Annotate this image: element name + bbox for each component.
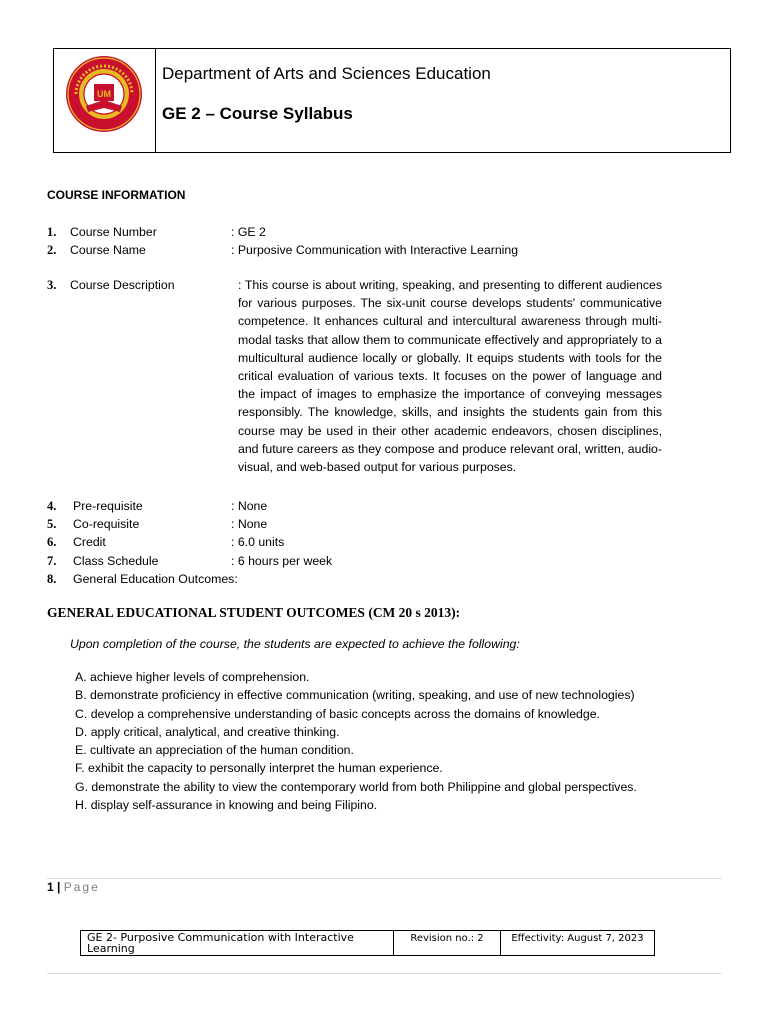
footer-effectivity-cell: Effectivity: August 7, 2023	[511, 933, 644, 944]
header-divider	[155, 49, 156, 152]
page-number-value: 1	[47, 880, 54, 894]
corequisite-number	[47, 515, 56, 533]
college-seal-logo	[64, 54, 144, 134]
course-number-label: Course Number	[70, 225, 157, 239]
footer-table	[80, 930, 655, 956]
outcome-item: D. apply critical, analytical, and creative thinking.	[75, 724, 340, 739]
ges-outcomes-title: GENERAL EDUCATIONAL STUDENT OUTCOMES (CM 20 s 2013):	[47, 605, 461, 620]
course-name-row	[47, 241, 56, 259]
ges-outcomes-intro: Upon completion of the course, the students are expected to achieve the following:	[70, 637, 520, 651]
footer-revision-cell: Revision no.: 2	[394, 931, 501, 955]
item-number: 7.	[47, 554, 57, 568]
prerequisite-label: Pre-requisite	[73, 499, 143, 513]
ge-outcomes-number	[47, 570, 56, 588]
outcome-item: B. demonstrate proficiency in effective communication (writing, speaking, and use of new technologies)	[75, 688, 635, 703]
credit-number	[47, 533, 56, 551]
item-number: 8.	[47, 572, 57, 586]
syllabus-title: GE 2 – Course Syllabus	[162, 104, 353, 123]
outcome-item: C. develop a comprehensive understanding of basic concepts across the domains of knowledge.	[75, 706, 600, 721]
header-box	[53, 48, 731, 153]
course-description-text: : This course is about writing, speaking, and presenting to different audiences for various purposes. The six-unit course develops students' communicative competence. It enhances cultural and intercultural awareness through multi-modal tasks that allow them to communicate effectively and appropriately to a multicultural audience locally or globally. It equips students with tools for the critical evaluation of various texts. It focuses on the power of language and the impact of images to emphasize the importance of conveying messages responsibly. The knowledge, skills, and insights the students gain from this course may be used in their other academic endeavors, chosen disciplines, and future careers as they compose and produce relevant oral, written, audio-visual, and web-based output for various purposes.	[238, 278, 662, 475]
footer-rule-top	[47, 878, 722, 879]
outcome-item: A. achieve higher levels of comprehension.	[75, 670, 310, 684]
svg-text:UM: UM	[97, 89, 111, 99]
item-number: 1.	[47, 225, 57, 239]
footer-rule-bottom	[47, 973, 722, 974]
class-schedule-label: Class Schedule	[73, 554, 159, 568]
item-number: 5.	[47, 517, 57, 531]
course-description-row	[47, 276, 56, 294]
course-name-value: : Purposive Communication with Interactive Learning	[231, 243, 519, 257]
course-information-heading: COURSE INFORMATION	[47, 188, 186, 202]
course-description-label: Course Description	[70, 278, 175, 292]
course-number-row	[47, 223, 56, 241]
item-number: 2.	[47, 243, 57, 257]
page-number	[47, 880, 100, 894]
outcome-item: G. demonstrate the ability to view the contemporary world from both Philippine and global perspectives.	[75, 779, 637, 794]
credit-value: : 6.0 units	[231, 535, 285, 549]
footer-course-cell: GE 2- Purposive Communication with Interactive Learning	[81, 931, 394, 955]
outcome-item: H. display self-assurance in knowing and being Filipino.	[75, 798, 378, 813]
item-number: 3.	[47, 278, 57, 292]
prerequisite-value: : None	[231, 499, 268, 513]
prerequisite-number	[47, 497, 56, 515]
course-number-value: : GE 2	[231, 225, 266, 239]
corequisite-value: : None	[231, 517, 268, 531]
page-word: Page	[63, 880, 100, 894]
course-name-label: Course Name	[70, 243, 146, 257]
department-title: Department of Arts and Sciences Education	[162, 64, 491, 83]
outcome-item: E. cultivate an appreciation of the human condition.	[75, 743, 354, 758]
credit-label: Credit	[73, 535, 106, 549]
outcomes-list	[75, 668, 637, 814]
item-number: 4.	[47, 499, 57, 513]
class-schedule-value: : 6 hours per week	[231, 554, 333, 568]
corequisite-label: Co-requisite	[73, 517, 140, 531]
item-number: 6.	[47, 535, 57, 549]
page-separator: |	[57, 880, 61, 894]
outcome-item: F. exhibit the capacity to personally interpret the human experience.	[75, 761, 443, 776]
ge-outcomes-label: General Education Outcomes:	[73, 572, 238, 586]
class-schedule-number	[47, 552, 56, 570]
